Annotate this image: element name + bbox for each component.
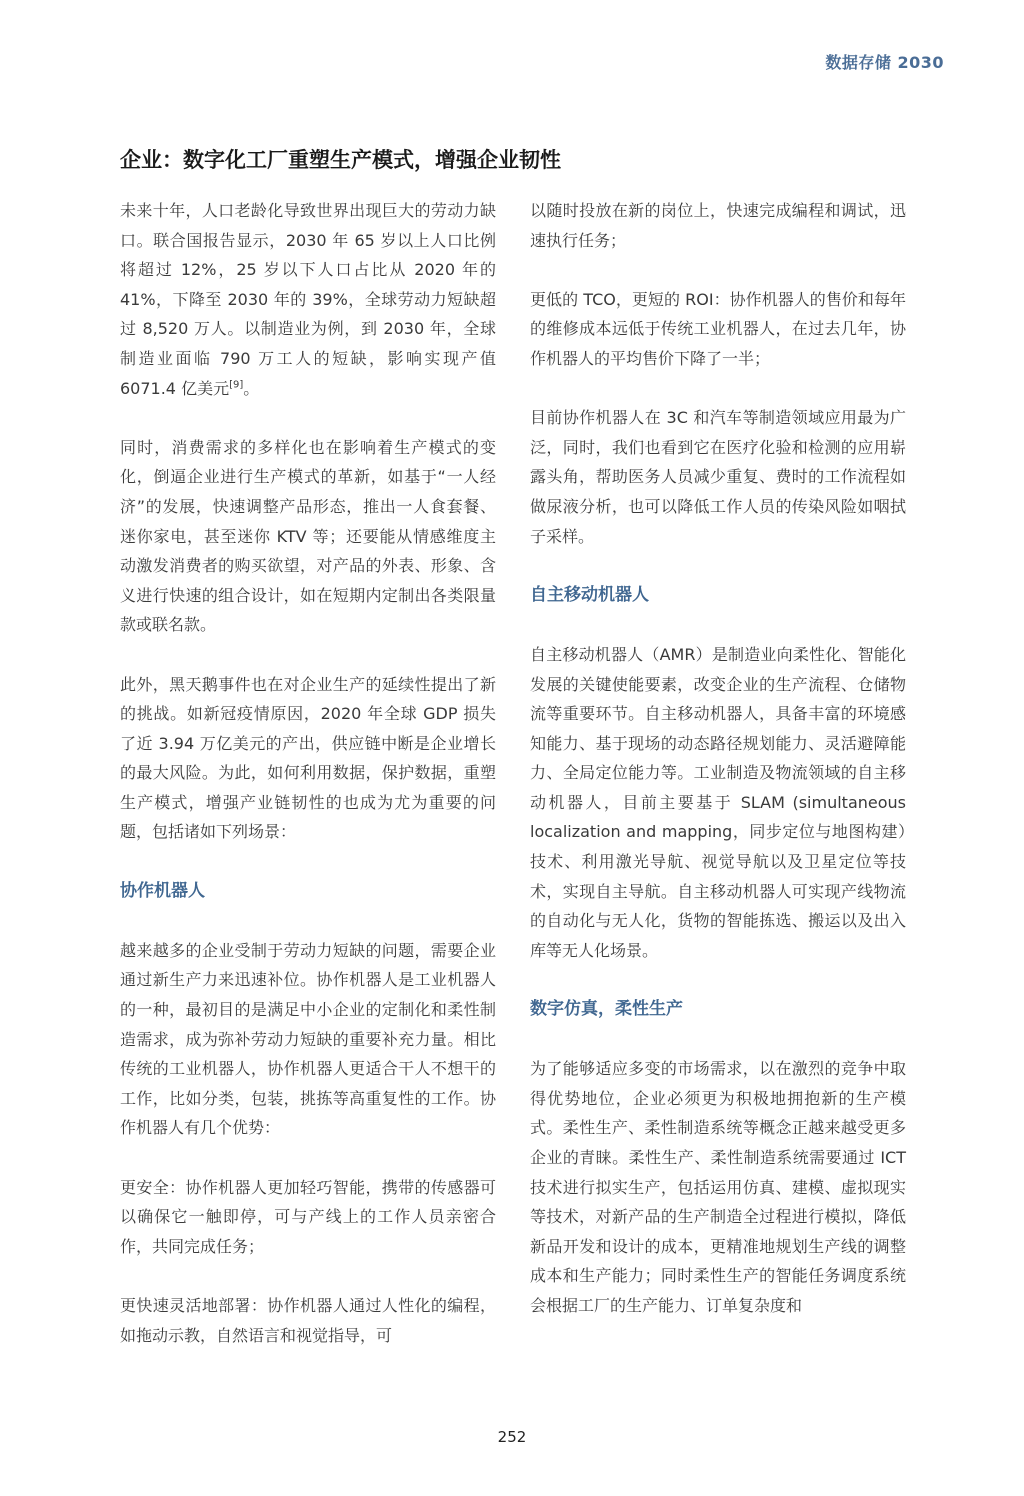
right-column	[530, 196, 906, 1321]
paragraph-text: 未来十年，人口老龄化导致世界出现巨大的劳动力缺口。联合国报告显示，2030 年 65 岁以上人口比例将超过 12%，25 岁以下人口占比从 2020 年的 41%，下降至 2030 年的 39%，全球劳动力短缺超过 8,520 万人。以制造业为例，到 2030 年，全球制造业面临 790 万工人的短缺，影响实现产值 6071.4 亿美元	[120, 201, 496, 398]
subheading-digital-simulation: 数字仿真，柔性生产	[530, 999, 683, 1020]
paragraph-flexible-production: 为了能够适应多变的市场需求，以在激烈的竞争中取得优势地位，企业必须更为积极地拥抱新的生产模式。柔性生产、柔性制造系统等概念正越来越受更多企业的青睐。柔性生产、柔性制造系统需要通过 ICT 技术进行拟实生产，包括运用仿真、建模、虚拟现实等技术，对新产品的生产制造全过程进行模拟，降低新品开发和设计的成本，更精准地规划生产线的调整成本和生产能力；同时柔性生产的智能任务调度系统会根据工厂的生产能力、订单复杂度和	[530, 1059, 906, 1315]
subheading-amr: 自主移动机器人	[530, 584, 649, 605]
section-title: 企业：数字化工厂重塑生产模式，增强企业韧性	[120, 148, 561, 172]
paragraph-amr: 自主移动机器人（AMR）是制造业向柔性化、智能化发展的关键使能要素，改变企业的生产流程、仓储物流等重要环节。自主移动机器人，具备丰富的环境感知能力、基于现场的动态路径规划能力、灵活避障能力、全局定位能力等。工业制造及物流领域的自主移动机器人，目前主要基于 SLAM (simultaneous localization and mapping，同步定位与地图构建）技术、利用激光导航、视觉导航以及卫星定位等技术，实现自主导航。自主移动机器人可实现产线物流的自动化与无人化，货物的智能拣选、搬运以及出入库等无人化场景。	[530, 644, 906, 960]
paragraph-cobots-tco: 更低的 TCO，更短的 ROI：协作机器人的售价和每年的维修成本远低于传统工业机器人，在过去几年，协作机器人的平均售价下降了一半；	[530, 289, 906, 368]
paragraph-consumer-demand: 同时，消费需求的多样化也在影响着生产模式的变化，倒逼企业进行生产模式的革新，如基于“一人经济”的发展，快速调整产品形态，推出一人食套餐、迷你家电，甚至迷你 KTV 等；还要能从情感维度主动激发消费者的购买欲望，对产品的外表、形象、含义进行快速的组合设计，如在短期内定制出各类限量款或联名款。	[120, 437, 496, 635]
paragraph-black-swan: 此外，黑天鹅事件也在对企业生产的延续性提出了新的挑战。如新冠疫情原因，2020 年全球 GDP 损失了近 3.94 万亿美元的产出，供应链中断是企业增长的最大风险。为此，如何利用数据，保护数据，重塑生产模式，增强产业链韧性的也成为尤为重要的问题，包括诸如下列场景：	[120, 674, 496, 842]
document-header-title: 数据存储 2030	[825, 53, 944, 72]
citation-reference: [9]	[229, 379, 244, 391]
left-column	[120, 196, 496, 1350]
paragraph-cobots-deploy-cont: 以随时投放在新的岗位上，快速完成编程和调试，迅速执行任务；	[530, 201, 906, 250]
paragraph-cobots-intro: 越来越多的企业受制于劳动力短缺的问题，需要企业通过新生产力来迅速补位。协作机器人是工业机器人的一种，最初目的是满足中小企业的定制化和柔性制造需求，成为弥补劳动力短缺的重要补充力量。相比传统的工业机器人，协作机器人更适合干人不想干的工作，比如分类，包装，挑拣等高重复性的工作。协作机器人有几个优势：	[120, 940, 496, 1138]
paragraph-cobots-deploy: 更快速灵活地部署：协作机器人通过人性化的编程，如拖动示教，自然语言和视觉指导，可	[120, 1295, 496, 1345]
paragraph-labor-shortage	[120, 196, 496, 403]
paragraph-end: 。	[243, 378, 260, 398]
paragraph-cobots-applications: 目前协作机器人在 3C 和汽车等制造领域应用最为广泛，同时，我们也看到它在医疗化验和检测的应用崭露头角，帮助医务人员减少重复、费时的工作流程如做尿液分析，也可以降低工作人员的传染风险如咽拭子采样。	[530, 408, 906, 546]
paragraph-cobots-safety: 更安全：协作机器人更加轻巧智能，携带的传感器可以确保它一触即停，可与产线上的工作人员亲密合作，共同完成任务；	[120, 1177, 496, 1256]
page-number: 252	[497, 1428, 527, 1446]
subheading-cobots: 协作机器人	[120, 880, 205, 901]
